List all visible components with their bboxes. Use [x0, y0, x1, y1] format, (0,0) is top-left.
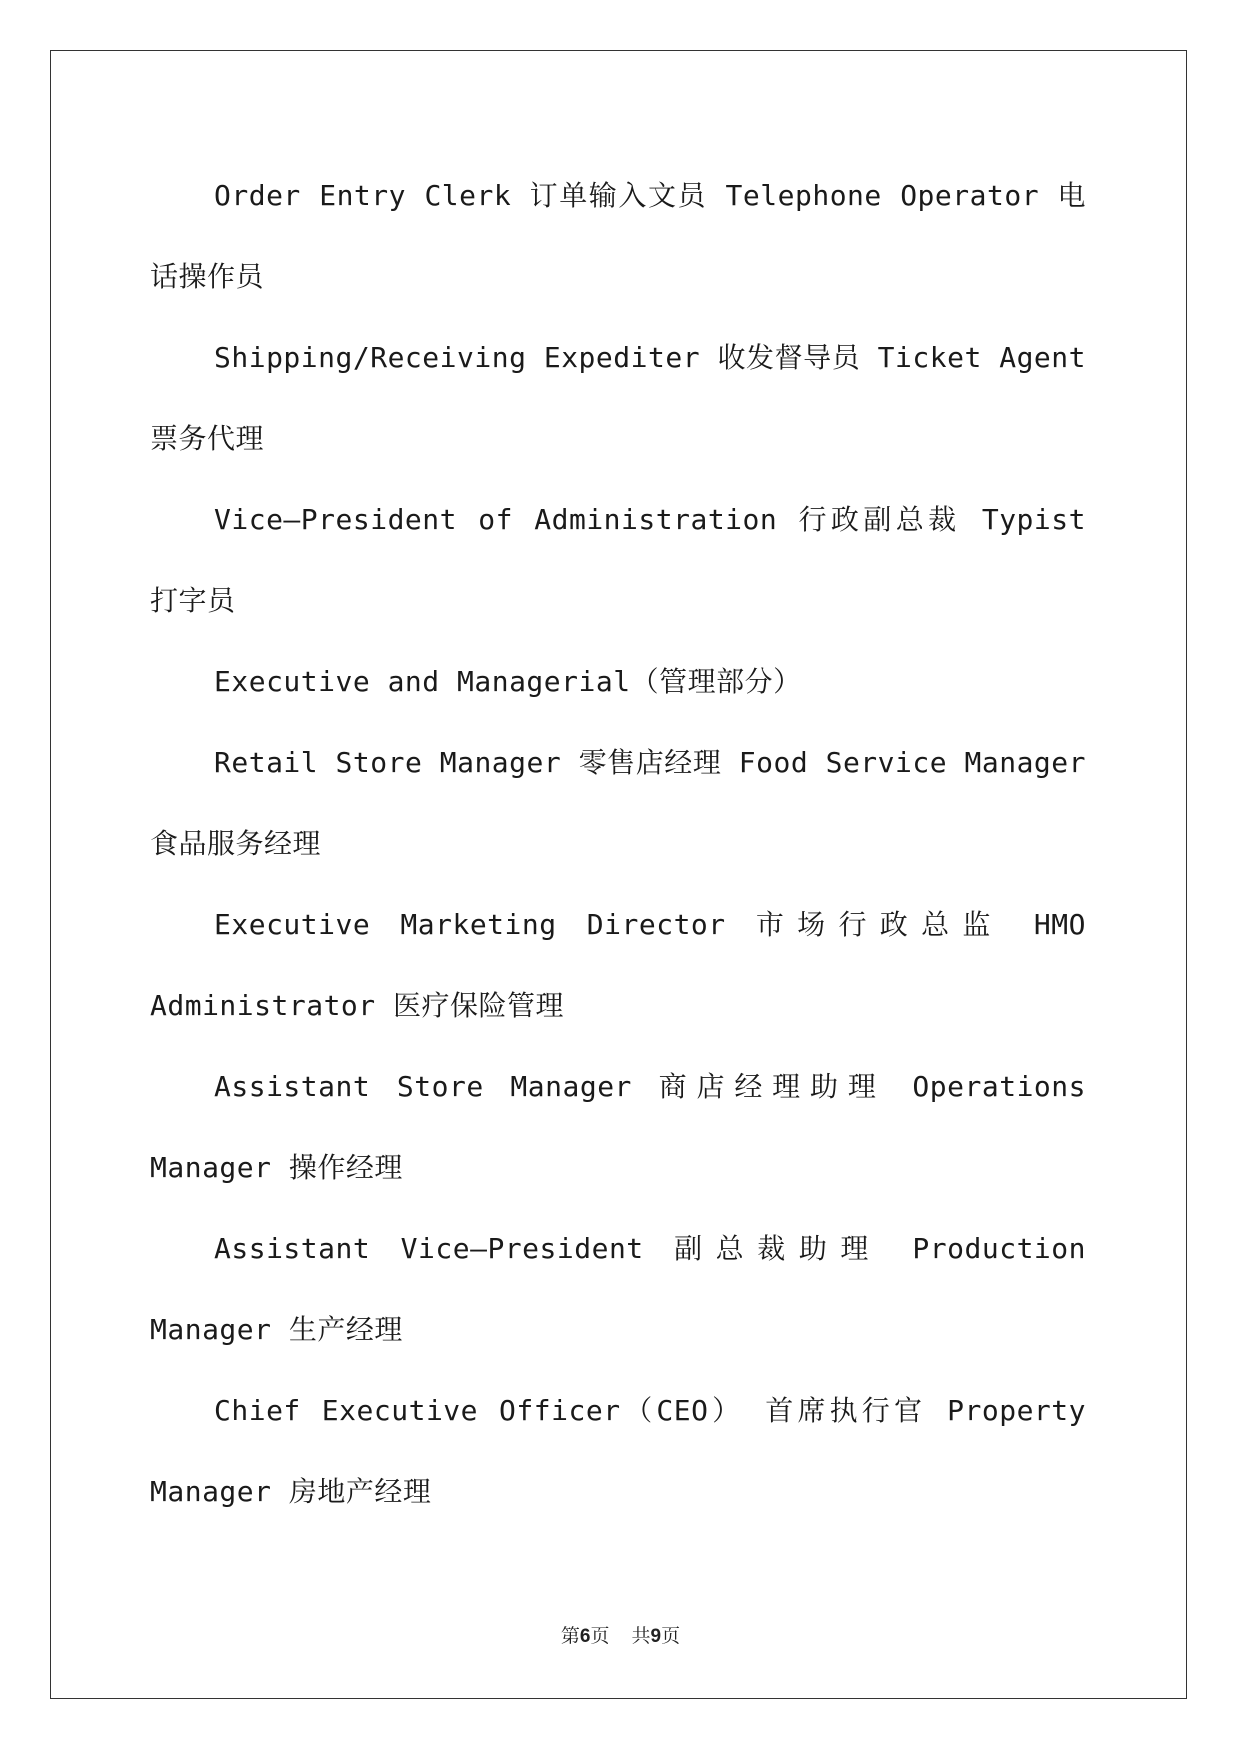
footer-total-prefix: 共	[631, 1625, 651, 1647]
paragraph-executive-marketing-director: Executive Marketing Director 市场行政总监 HMO Administrator 医疗保险管理	[150, 908, 1086, 1022]
paragraph-retail-store-manager: Retail Store Manager 零售店经理 Food Service Manager 食品服务经理	[150, 746, 1086, 860]
paragraph-chief-executive-officer: Chief Executive Officer（CEO） 首席执行官 Property Manager 房地产经理	[150, 1394, 1086, 1508]
footer-total-word: 页	[661, 1625, 681, 1647]
page-number-footer	[0, 1621, 1241, 1648]
paragraph-assistant-vice-president: Assistant Vice—President 副总裁助理 Production Manager 生产经理	[150, 1232, 1086, 1346]
section-heading-executive-managerial: Executive and Managerial（管理部分）	[214, 665, 802, 698]
paragraph-vice-president-admin: Vice—President of Administration 行政副总裁 Typist 打字员	[150, 503, 1086, 617]
paragraph-assistant-store-manager: Assistant Store Manager 商店经理助理 Operations Manager 操作经理	[150, 1070, 1086, 1184]
footer-page-word: 页	[590, 1625, 610, 1647]
current-page-number: 6	[579, 1626, 591, 1647]
total-page-number: 9	[650, 1626, 662, 1647]
paragraph-order-entry: Order Entry Clerk 订单输入文员 Telephone Operator 电话操作员	[150, 179, 1086, 293]
footer-prefix: 第	[560, 1625, 580, 1647]
paragraph-shipping-receiving: Shipping/Receiving Expediter 收发督导员 Ticket Agent 票务代理	[150, 341, 1086, 455]
document-body	[150, 155, 1086, 1532]
